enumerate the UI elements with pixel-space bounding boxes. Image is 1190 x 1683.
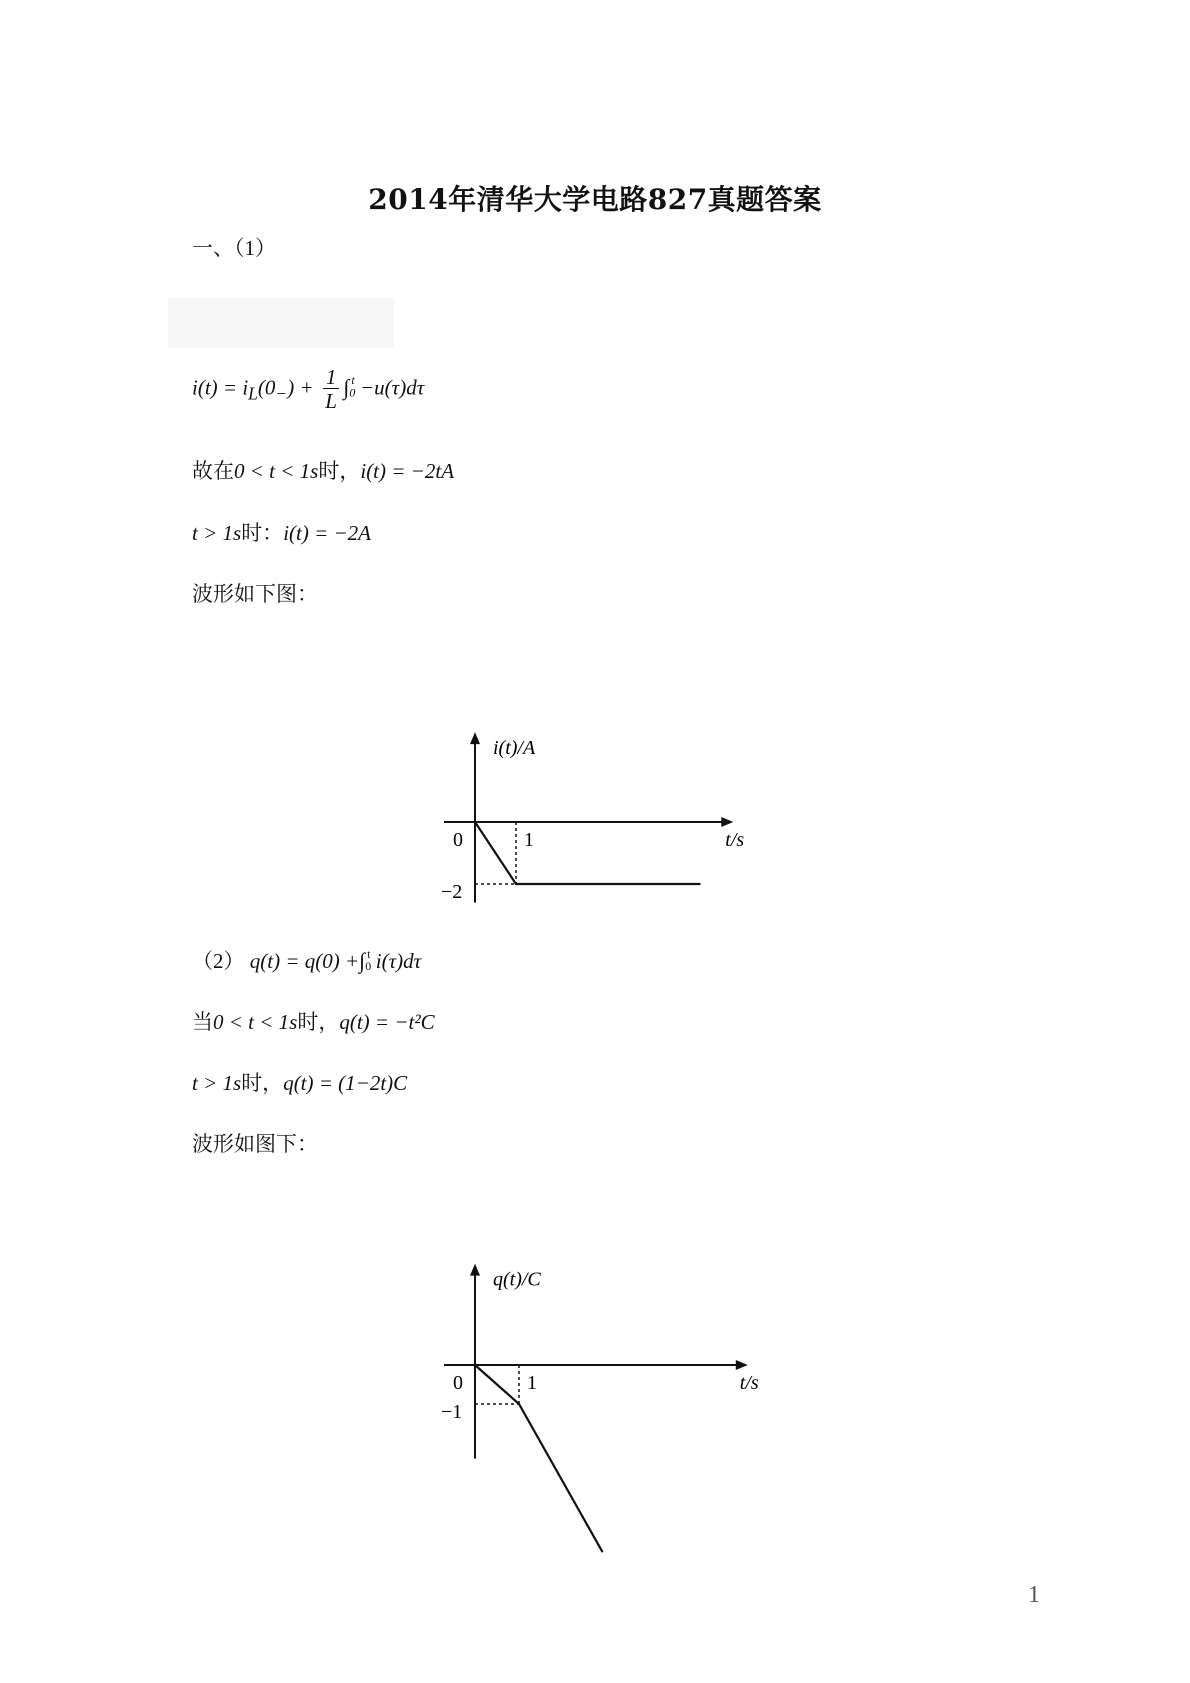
section1-waveform-label: 波形如下图：	[192, 582, 318, 606]
section1-line2: t > 1s时：i(t) = −2A	[192, 521, 372, 545]
series-line	[475, 1365, 603, 1552]
formula-charge: （2） $q(t) = q(0) +\int 0^t$ i(τ)dτ	[192, 947, 422, 973]
scan-smudge	[168, 298, 394, 348]
formula-current: $i(t) = i_L(0_-)$ + $\frac{1}{L}$ ∫0$^t$ −u(τ)dτ	[192, 365, 425, 413]
y-tick-label: −1	[441, 1401, 463, 1423]
x-axis-arrow	[721, 817, 733, 827]
x-axis-label: t/s	[739, 1372, 759, 1394]
x-axis-label: t/s	[725, 829, 745, 851]
x-axis-arrow	[736, 1360, 748, 1370]
charge-waveform-chart	[430, 1245, 760, 1535]
current-waveform-chart	[430, 690, 760, 920]
y-axis-arrow	[470, 1264, 480, 1276]
x-tick-label: 1	[524, 829, 534, 851]
y-axis-label: i(t)/A	[493, 737, 536, 760]
y-tick-label: −2	[441, 881, 463, 903]
section2-line2: t > 1s时，q(t) = (1−2t)C	[192, 1071, 408, 1095]
origin-label: 0	[453, 1372, 463, 1394]
y-axis-arrow	[470, 732, 480, 744]
section2-line1: 当0 < t < 1s时，q(t) = −t²C	[192, 1010, 435, 1034]
series-line	[475, 822, 701, 884]
section1-heading: 一、（1）	[192, 236, 276, 260]
x-tick-label: 1	[527, 1372, 537, 1394]
page-title: 2014年清华大学电路827真题答案	[368, 183, 822, 216]
section2-waveform-label: 波形如图下：	[192, 1132, 318, 1156]
section1-line1: 故在0 < t < 1s时，i(t) = −2tA	[192, 459, 455, 483]
fraction-1-over-L: $\frac{1}{L}$	[323, 366, 340, 413]
page-number: 1	[1028, 1582, 1040, 1608]
y-axis-label: q(t)/C	[493, 1268, 541, 1291]
origin-label: 0	[453, 829, 463, 851]
